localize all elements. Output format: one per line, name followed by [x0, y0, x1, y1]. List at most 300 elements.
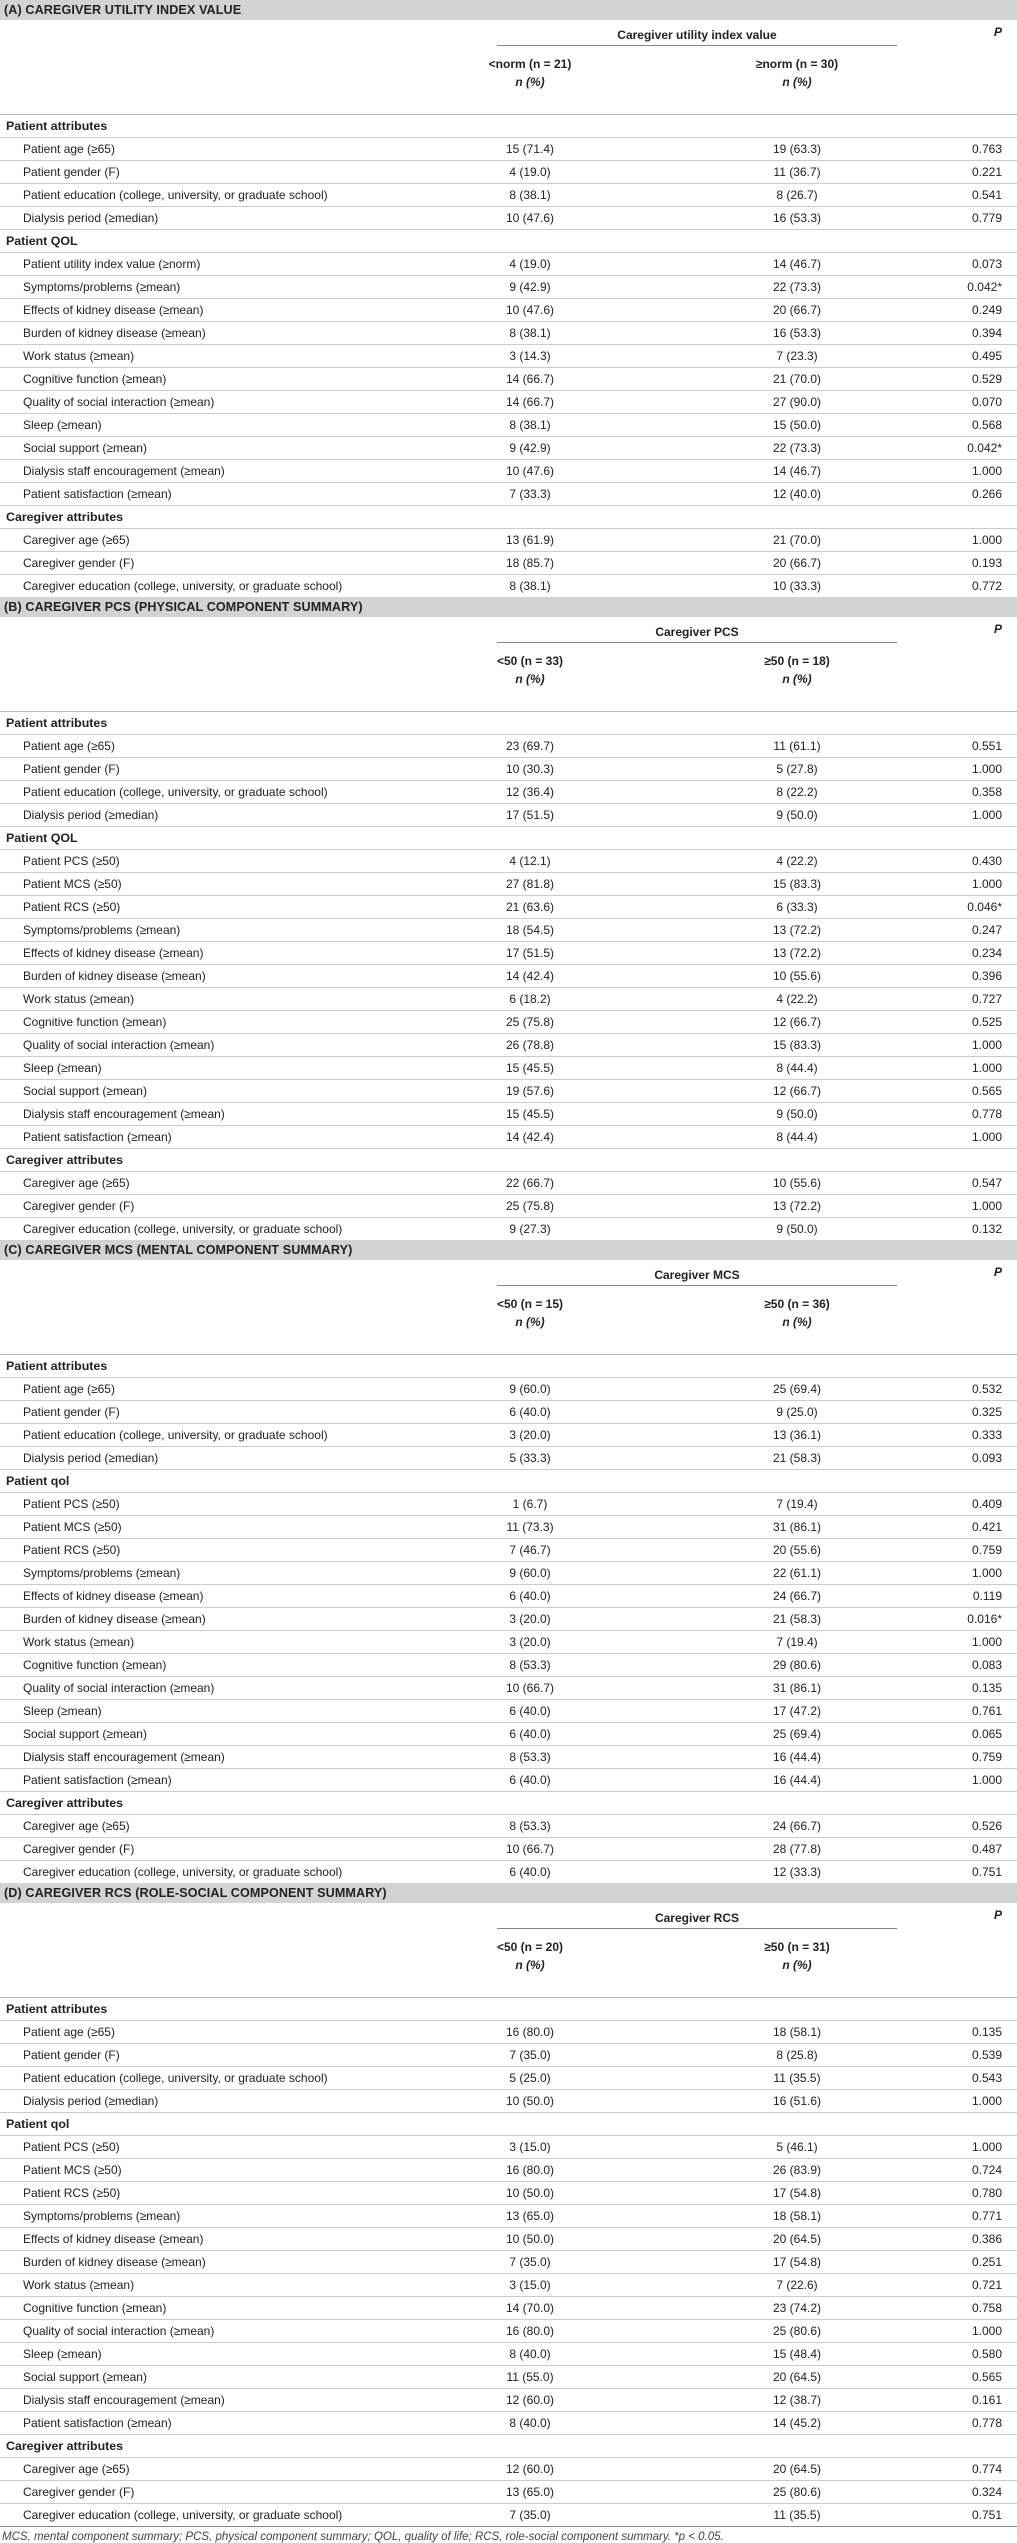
- group1-value: 10 (47.6): [505, 211, 555, 225]
- group1-value: 9 (60.0): [509, 1566, 551, 1580]
- group2-value: 12 (40.0): [772, 487, 822, 501]
- group1-value: 8 (38.1): [509, 579, 551, 593]
- group1-value: 12 (36.4): [505, 785, 555, 799]
- group1-value: 11 (73.3): [506, 1520, 554, 1534]
- group2-value: 16 (44.4): [772, 1773, 822, 1787]
- p-value: 0.042*: [967, 280, 1002, 294]
- p-value: 0.772: [971, 579, 1002, 593]
- p-value: 0.763: [971, 142, 1002, 156]
- group2-value: 13 (72.2): [772, 1199, 822, 1213]
- row-label: Patient education (college, university, or graduate school): [23, 785, 328, 799]
- group2-value: 19 (63.3): [772, 142, 822, 156]
- row-label: Effects of kidney disease (≥mean): [23, 946, 204, 960]
- table-row: [0, 1584, 1017, 1607]
- table-row: [0, 574, 1017, 597]
- row-label: Patient PCS (≥50): [23, 2140, 120, 2154]
- group1-value: 6 (18.2): [509, 992, 551, 1006]
- row-label: Symptoms/problems (≥mean): [23, 923, 181, 937]
- table-footnote: MCS, mental component summary; PCS, physical component summary; QOL, quality of life; RCS, role-social component summary. *p < 0.05.: [0, 2526, 1017, 2543]
- row-label: Patient education (college, university, or graduate school): [23, 188, 328, 202]
- group2-value: 21 (58.3): [772, 1612, 822, 1626]
- group-sublabel: n (%): [782, 1958, 812, 1972]
- row-label: Social support (≥mean): [23, 1084, 147, 1098]
- group2-value: 8 (44.4): [776, 1061, 818, 1075]
- p-value: 0.394: [971, 326, 1002, 340]
- p-value: 0.358: [971, 785, 1002, 799]
- table-row: [0, 1630, 1017, 1653]
- panel-title: (B) CAREGIVER PCS (PHYSICAL COMPONENT SUMMARY): [0, 597, 1017, 617]
- table-row: [0, 803, 1017, 826]
- table-row: [0, 321, 1017, 344]
- group2-value: 9 (25.0): [776, 1405, 818, 1419]
- group1-value: 26 (78.8): [505, 1038, 555, 1052]
- table-row: [0, 2365, 1017, 2388]
- row-label: Patient PCS (≥50): [23, 854, 120, 868]
- table-row: [0, 2158, 1017, 2181]
- row-label: Effects of kidney disease (≥mean): [23, 1589, 204, 1603]
- row-label: Caregiver age (≥65): [23, 533, 130, 547]
- table-row: [0, 1837, 1017, 1860]
- group1-value: 4 (19.0): [509, 165, 551, 179]
- group1-value: 3 (20.0): [509, 1428, 551, 1442]
- group-label: <norm (n = 21): [488, 57, 572, 71]
- section-title: Patient qol: [0, 1469, 1017, 1492]
- p-value: 0.487: [971, 1842, 1002, 1856]
- row-label: Caregiver education (college, university, or graduate school): [23, 2508, 343, 2522]
- group2-value: 10 (55.6): [772, 969, 822, 983]
- table-row: [0, 2089, 1017, 2112]
- row-label: Effects of kidney disease (≥mean): [23, 2232, 204, 2246]
- group2-value: 6 (33.3): [776, 900, 818, 914]
- group1-value: 11 (55.0): [506, 2370, 554, 2384]
- group1-value: 6 (40.0): [509, 1727, 551, 1741]
- p-value: 0.333: [971, 1428, 1002, 1442]
- group1-value: 8 (38.1): [509, 188, 551, 202]
- p-value: 0.266: [971, 487, 1002, 501]
- column-group-title: Caregiver RCS: [654, 1911, 740, 1925]
- group2-value: 20 (64.5): [772, 2370, 822, 2384]
- row-label: Cognitive function (≥mean): [23, 372, 167, 386]
- group-header: [430, 652, 630, 688]
- group1-value: 6 (40.0): [509, 1773, 551, 1787]
- p-value: 0.580: [971, 2347, 1002, 2361]
- panel-title: (D) CAREGIVER RCS (ROLE-SOCIAL COMPONENT SUMMARY): [0, 1883, 1017, 1903]
- group2-value: 17 (54.8): [772, 2186, 822, 2200]
- panel-title: (C) CAREGIVER MCS (MENTAL COMPONENT SUMMARY): [0, 1240, 1017, 1260]
- table-row: [0, 2457, 1017, 2480]
- group2-value: 20 (66.7): [772, 556, 822, 570]
- table-row: [0, 298, 1017, 321]
- row-label: Caregiver gender (F): [23, 2485, 135, 2499]
- group1-value: 13 (65.0): [505, 2485, 555, 2499]
- table-panel: [0, 597, 1017, 1240]
- group1-value: 8 (38.1): [509, 418, 551, 432]
- p-value: 1.000: [971, 1130, 1002, 1144]
- group2-value: 13 (72.2): [772, 923, 822, 937]
- group-sublabel: n (%): [782, 1315, 812, 1329]
- group-header: [697, 55, 897, 91]
- group2-value: 20 (66.7): [772, 303, 822, 317]
- table-panel: [0, 1240, 1017, 1883]
- p-value: 1.000: [971, 1566, 1002, 1580]
- table-row: [0, 1676, 1017, 1699]
- row-label: Sleep (≥mean): [23, 1704, 102, 1718]
- row-label: Burden of kidney disease (≥mean): [23, 1612, 206, 1626]
- group1-value: 27 (81.8): [505, 877, 555, 891]
- p-value: 1.000: [971, 2140, 1002, 2154]
- group2-value: 9 (50.0): [776, 1107, 818, 1121]
- table-row: [0, 413, 1017, 436]
- table-row: [0, 2388, 1017, 2411]
- group2-value: 15 (83.3): [772, 877, 822, 891]
- group2-value: 11 (61.1): [773, 739, 821, 753]
- group2-value: 12 (66.7): [772, 1084, 822, 1098]
- row-label: Sleep (≥mean): [23, 418, 102, 432]
- group2-value: 24 (66.7): [772, 1589, 822, 1603]
- row-label: Patient MCS (≥50): [23, 877, 122, 891]
- p-value: 1.000: [971, 1635, 1002, 1649]
- table-row: [0, 1377, 1017, 1400]
- p-value: 0.421: [971, 1520, 1002, 1534]
- p-value: 0.751: [971, 2508, 1002, 2522]
- group1-value: 3 (15.0): [509, 2140, 551, 2154]
- group2-value: 24 (66.7): [772, 1819, 822, 1833]
- p-value: 0.543: [971, 2071, 1002, 2085]
- group-label: <50 (n = 15): [496, 1297, 564, 1311]
- group2-value: 22 (73.3): [772, 280, 822, 294]
- group-label: <50 (n = 33): [496, 654, 564, 668]
- row-label: Effects of kidney disease (≥mean): [23, 303, 204, 317]
- table-row: [0, 734, 1017, 757]
- group2-value: 4 (22.2): [776, 992, 818, 1006]
- row-label: Patient age (≥65): [23, 1382, 115, 1396]
- group1-value: 10 (50.0): [505, 2186, 555, 2200]
- group1-value: 3 (20.0): [509, 1612, 551, 1626]
- p-value: 1.000: [971, 1773, 1002, 1787]
- p-value: 0.234: [971, 946, 1002, 960]
- p-value: 0.409: [971, 1497, 1002, 1511]
- section-title: Patient attributes: [6, 716, 108, 730]
- table-row: [0, 1860, 1017, 1883]
- table-row: [0, 1653, 1017, 1676]
- group2-value: 16 (44.4): [772, 1750, 822, 1764]
- group2-value: 4 (22.2): [776, 854, 818, 868]
- p-value-header: P: [993, 25, 1002, 39]
- p-value: 0.073: [971, 257, 1002, 271]
- row-label: Social support (≥mean): [23, 441, 147, 455]
- p-value: 0.249: [971, 303, 1002, 317]
- p-value: 0.042*: [967, 441, 1002, 455]
- group2-value: 11 (36.7): [773, 165, 821, 179]
- table-row: [0, 2296, 1017, 2319]
- table-row: [0, 1056, 1017, 1079]
- row-label: Dialysis period (≥median): [23, 1451, 159, 1465]
- group1-value: 10 (66.7): [505, 1681, 555, 1695]
- table-row: [0, 2181, 1017, 2204]
- table-row: [0, 872, 1017, 895]
- p-value: 0.539: [971, 2048, 1002, 2062]
- group2-value: 14 (46.7): [772, 257, 822, 271]
- row-label: Patient RCS (≥50): [23, 900, 121, 914]
- p-value: 0.495: [971, 349, 1002, 363]
- group1-value: 10 (47.6): [505, 464, 555, 478]
- p-value-header: P: [993, 1265, 1002, 1279]
- table-row: [0, 275, 1017, 298]
- column-group-rule: [497, 642, 897, 643]
- group2-value: 7 (19.4): [776, 1497, 818, 1511]
- group2-value: 16 (53.3): [772, 326, 822, 340]
- group1-value: 14 (42.4): [505, 969, 555, 983]
- group2-value: 16 (53.3): [772, 211, 822, 225]
- row-label: Patient education (college, university, or graduate school): [23, 1428, 328, 1442]
- p-value: 0.247: [971, 923, 1002, 937]
- section-title: Caregiver attributes: [0, 505, 1017, 528]
- table-row: [0, 941, 1017, 964]
- group1-value: 15 (45.5): [505, 1107, 555, 1121]
- row-label: Dialysis period (≥median): [23, 211, 159, 225]
- group2-value: 25 (69.4): [772, 1727, 822, 1741]
- group1-value: 16 (80.0): [505, 2324, 555, 2338]
- table-row: [0, 1423, 1017, 1446]
- row-label: Patient RCS (≥50): [23, 2186, 121, 2200]
- group1-value: 19 (57.6): [505, 1084, 555, 1098]
- table-row: [0, 2043, 1017, 2066]
- group1-value: 4 (19.0): [509, 257, 551, 271]
- group2-value: 27 (90.0): [772, 395, 822, 409]
- table-row: [0, 2204, 1017, 2227]
- panel-header: [0, 20, 1017, 115]
- section-title: Patient attributes: [6, 2002, 108, 2016]
- p-value: 1.000: [971, 1061, 1002, 1075]
- row-label: Patient gender (F): [23, 2048, 120, 2062]
- table-row: [0, 344, 1017, 367]
- group2-value: 21 (70.0): [772, 372, 822, 386]
- row-label: Quality of social interaction (≥mean): [23, 395, 215, 409]
- row-label: Patient utility index value (≥norm): [23, 257, 201, 271]
- row-label: Caregiver education (college, university, or graduate school): [23, 1865, 343, 1879]
- group-sublabel: n (%): [782, 672, 812, 686]
- column-group-title: Caregiver utility index value: [617, 28, 777, 42]
- group-label: ≥50 (n = 31): [764, 1940, 830, 1954]
- group1-value: 6 (40.0): [509, 1704, 551, 1718]
- row-label: Dialysis staff encouragement (≥mean): [23, 1750, 225, 1764]
- group2-value: 10 (55.6): [772, 1176, 822, 1190]
- p-value: 0.135: [971, 2025, 1002, 2039]
- row-label: Patient MCS (≥50): [23, 2163, 122, 2177]
- group2-value: 20 (55.6): [772, 1543, 822, 1557]
- group2-value: 31 (86.1): [772, 1520, 822, 1534]
- p-value: 0.325: [971, 1405, 1002, 1419]
- group1-value: 14 (70.0): [505, 2301, 555, 2315]
- group1-value: 8 (40.0): [509, 2416, 551, 2430]
- group2-value: 28 (77.8): [772, 1842, 822, 1856]
- group1-value: 3 (14.3): [509, 349, 551, 363]
- table-row: [0, 1194, 1017, 1217]
- row-label: Patient satisfaction (≥mean): [23, 2416, 172, 2430]
- group1-value: 10 (50.0): [505, 2094, 555, 2108]
- group1-value: 10 (30.3): [505, 762, 555, 776]
- row-label: Caregiver age (≥65): [23, 1176, 130, 1190]
- group2-value: 7 (22.6): [776, 2278, 818, 2292]
- table-row: [0, 2250, 1017, 2273]
- group2-value: 18 (58.1): [772, 2209, 822, 2223]
- table-row: [0, 1171, 1017, 1194]
- row-label: Patient PCS (≥50): [23, 1497, 120, 1511]
- group1-value: 3 (15.0): [509, 2278, 551, 2292]
- row-label: Patient education (college, university, or graduate school): [23, 2071, 328, 2085]
- row-label: Quality of social interaction (≥mean): [23, 2324, 215, 2338]
- p-value: 0.778: [971, 1107, 1002, 1121]
- group2-value: 14 (45.2): [772, 2416, 822, 2430]
- group-header: [697, 1938, 897, 1974]
- table-row: [0, 2020, 1017, 2043]
- p-value: 0.532: [971, 1382, 1002, 1396]
- p-value: 1.000: [971, 2094, 1002, 2108]
- group-sublabel: n (%): [515, 1315, 545, 1329]
- p-value: 0.774: [971, 2462, 1002, 2476]
- group2-value: 20 (64.5): [772, 2462, 822, 2476]
- table-row: [0, 757, 1017, 780]
- group2-value: 8 (25.8): [776, 2048, 818, 2062]
- group2-value: 15 (83.3): [772, 1038, 822, 1052]
- p-value: 0.761: [971, 1704, 1002, 1718]
- row-label: Patient age (≥65): [23, 2025, 115, 2039]
- table-row: [0, 1125, 1017, 1148]
- section-title: Patient attributes: [6, 1359, 108, 1373]
- group1-value: 14 (66.7): [505, 395, 555, 409]
- p-value: 0.525: [971, 1015, 1002, 1029]
- panel-title: (A) CAREGIVER UTILITY INDEX VALUE: [0, 0, 1017, 20]
- group1-value: 14 (42.4): [505, 1130, 555, 1144]
- row-label: Caregiver age (≥65): [23, 2462, 130, 2476]
- group2-value: 13 (72.2): [772, 946, 822, 960]
- table-row: [0, 1079, 1017, 1102]
- p-value: 0.771: [971, 2209, 1002, 2223]
- group1-value: 23 (69.7): [505, 739, 555, 753]
- group2-value: 25 (80.6): [772, 2485, 822, 2499]
- table-row: [0, 1217, 1017, 1240]
- group1-value: 8 (38.1): [509, 326, 551, 340]
- group1-value: 7 (46.7): [509, 1543, 551, 1557]
- table-row: [0, 1607, 1017, 1630]
- group2-value: 25 (80.6): [772, 2324, 822, 2338]
- table-row: [0, 2411, 1017, 2434]
- group-header: [430, 1295, 630, 1331]
- p-value: 0.727: [971, 992, 1002, 1006]
- row-label: Patient gender (F): [23, 762, 120, 776]
- group1-value: 17 (51.5): [505, 946, 555, 960]
- group2-value: 11 (35.5): [773, 2071, 821, 2085]
- group-header: [697, 1295, 897, 1331]
- group2-value: 7 (23.3): [776, 349, 818, 363]
- group2-value: 22 (61.1): [772, 1566, 822, 1580]
- panel-header: [0, 1260, 1017, 1355]
- p-value: 1.000: [971, 464, 1002, 478]
- group1-value: 13 (61.9): [505, 533, 555, 547]
- row-label: Symptoms/problems (≥mean): [23, 2209, 181, 2223]
- row-label: Dialysis period (≥median): [23, 808, 159, 822]
- group-sublabel: n (%): [515, 75, 545, 89]
- p-value: 0.778: [971, 2416, 1002, 2430]
- panel-header: [0, 617, 1017, 712]
- p-value: 0.046*: [967, 900, 1002, 914]
- row-label: Dialysis period (≥median): [23, 2094, 159, 2108]
- p-value: 0.779: [971, 211, 1002, 225]
- table-row: [0, 987, 1017, 1010]
- table-row: [0, 551, 1017, 574]
- group2-value: 26 (83.9): [772, 2163, 822, 2177]
- table-row: [0, 1010, 1017, 1033]
- section-title: Caregiver attributes: [0, 2434, 1017, 2457]
- p-value: 0.161: [971, 2393, 1002, 2407]
- group1-value: 10 (50.0): [505, 2232, 555, 2246]
- group2-value: 14 (46.7): [772, 464, 822, 478]
- header-rule: [0, 114, 1017, 115]
- table-row: [0, 160, 1017, 183]
- group1-value: 16 (80.0): [505, 2025, 555, 2039]
- p-value: 0.568: [971, 418, 1002, 432]
- group1-value: 10 (66.7): [505, 1842, 555, 1856]
- table-row: [0, 206, 1017, 229]
- row-label: Patient satisfaction (≥mean): [23, 1130, 172, 1144]
- row-label: Social support (≥mean): [23, 2370, 147, 2384]
- group1-value: 6 (40.0): [509, 1865, 551, 1879]
- group1-value: 14 (66.7): [505, 372, 555, 386]
- row-label: Dialysis staff encouragement (≥mean): [23, 2393, 225, 2407]
- table-row: [0, 2135, 1017, 2158]
- section-title: Caregiver attributes: [0, 1148, 1017, 1171]
- group2-value: 15 (48.4): [772, 2347, 822, 2361]
- column-group-rule: [497, 1285, 897, 1286]
- p-value: 0.758: [971, 2301, 1002, 2315]
- group1-value: 7 (35.0): [509, 2048, 551, 2062]
- group1-value: 13 (65.0): [505, 2209, 555, 2223]
- row-label: Symptoms/problems (≥mean): [23, 1566, 181, 1580]
- table-row: [0, 1699, 1017, 1722]
- p-value: 0.759: [971, 1543, 1002, 1557]
- group-sublabel: n (%): [515, 672, 545, 686]
- group-sublabel: n (%): [515, 1958, 545, 1972]
- row-label: Quality of social interaction (≥mean): [23, 1681, 215, 1695]
- group2-value: 12 (33.3): [772, 1865, 822, 1879]
- group2-value: 12 (38.7): [772, 2393, 822, 2407]
- group1-value: 18 (85.7): [505, 556, 555, 570]
- group2-value: 23 (74.2): [772, 2301, 822, 2315]
- table-row: [0, 252, 1017, 275]
- table-row: [0, 849, 1017, 872]
- group2-value: 7 (19.4): [776, 1635, 818, 1649]
- group1-value: 12 (60.0): [505, 2462, 555, 2476]
- group2-value: 13 (36.1): [772, 1428, 822, 1442]
- p-value-header: P: [993, 622, 1002, 636]
- group-label: ≥norm (n = 30): [755, 57, 839, 71]
- group1-value: 21 (63.6): [505, 900, 555, 914]
- p-value: 0.193: [971, 556, 1002, 570]
- table-panel: [0, 0, 1017, 597]
- group1-value: 9 (60.0): [509, 1382, 551, 1396]
- table-row: [0, 390, 1017, 413]
- table-row: [0, 1400, 1017, 1423]
- row-label: Patient RCS (≥50): [23, 1543, 121, 1557]
- p-value: 0.529: [971, 372, 1002, 386]
- row-label: Burden of kidney disease (≥mean): [23, 326, 206, 340]
- table-row: [0, 1538, 1017, 1561]
- group2-value: 12 (66.7): [772, 1015, 822, 1029]
- row-label: Symptoms/problems (≥mean): [23, 280, 181, 294]
- row-label: Work status (≥mean): [23, 349, 135, 363]
- panel-header: [0, 1903, 1017, 1998]
- group2-value: 11 (35.5): [773, 2508, 821, 2522]
